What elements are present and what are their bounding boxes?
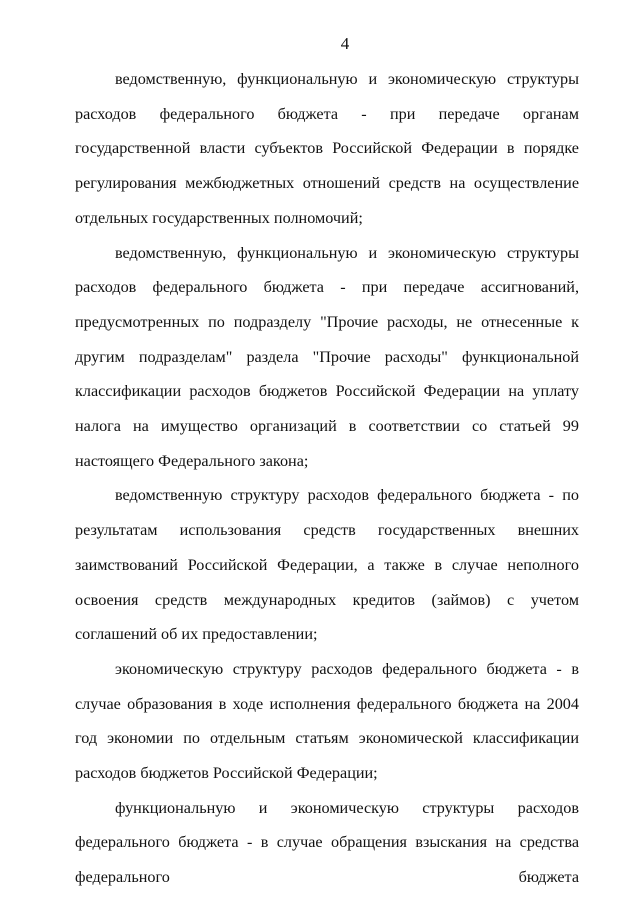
paragraph-4: экономическую структуру расходов федерального бюджета - в случае образования в ходе исполнения федерального бюджета на 2004 год экономии по отдельным статьям экономической классификации расходов бюджетов Российской Федерации; bbox=[75, 659, 579, 783]
paragraph-2: ведомственную, функциональную и экономическую структуры расходов федерального бюджета - при передаче ассигнований, предусмотренных по подразделу "Прочие расходы, не отнесенные к другим подразделам" раздела "Прочие расходы" функциональной классификации расходов бюджетов Российской Федерации на уплату налога на имущество организаций в соответствии со статьей 99 настоящего Федерального закона; bbox=[75, 243, 579, 470]
document-body bbox=[75, 62, 579, 895]
paragraph-1: ведомственную, функциональную и экономическую структуры расходов федерального бюджета - при передаче органам государственной власти субъектов Российской Федерации в порядке регулирования межбюджетных отношений средств на осуществление отдельных государственных полномочий; bbox=[75, 70, 579, 227]
page-number: 4 bbox=[340, 34, 350, 53]
paragraph-3: ведомственную структуру расходов федерального бюджета - по результатам использования средств государственных внешних заимствований Российской Федерации, а также в случае неполного освоения средств международных кредитов (займов) с учетом соглашений об их предоставлении; bbox=[75, 486, 579, 644]
paragraph-5: функциональную и экономическую структуры расходов федерального бюджета - в случае обращения взыскания на средства федерального бюджета bbox=[75, 798, 579, 887]
